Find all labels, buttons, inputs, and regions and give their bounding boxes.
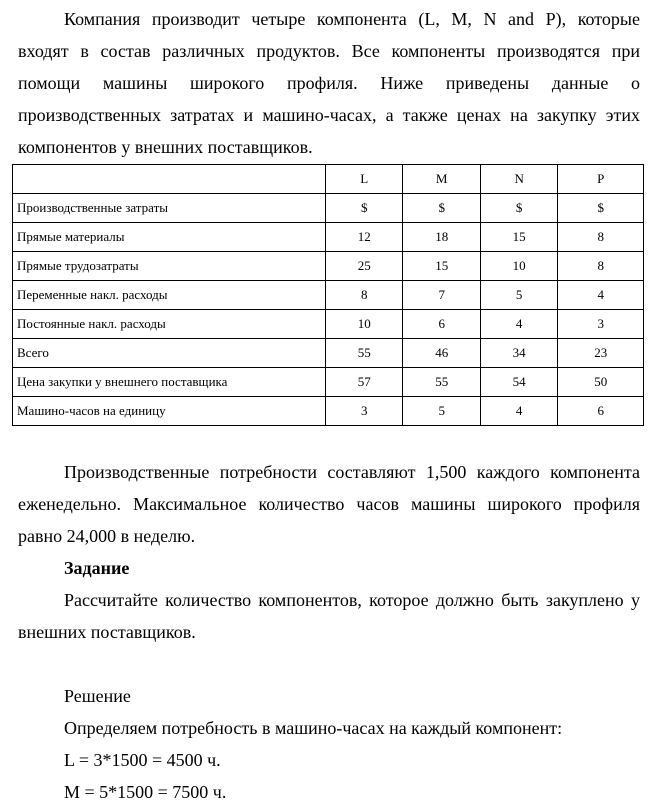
row-label: Производственные затраты [13, 194, 326, 223]
cost-table [12, 164, 644, 426]
table-header-cell [13, 165, 326, 194]
row-label: Переменные накл. расходы [13, 281, 326, 310]
table-header-cell: N [480, 165, 557, 194]
row-label: Машино-часов на единицу [13, 397, 326, 426]
table-cell: 8 [558, 252, 644, 281]
table-row [13, 281, 644, 310]
row-label: Всего [13, 339, 326, 368]
row-label: Прямые трудозатраты [13, 252, 326, 281]
table-cell: 46 [403, 339, 480, 368]
row-label: Постоянные накл. расходы [13, 310, 326, 339]
table-cell: 23 [558, 339, 644, 368]
row-label: Цена закупки у внешнего поставщика [13, 368, 326, 397]
table-cell: 5 [480, 281, 557, 310]
table-header-row [13, 165, 644, 194]
solution-intro: Определяем потребность в машино-часах на каждый компонент: [64, 718, 563, 738]
table-row [13, 339, 644, 368]
intro-line: помощи машины широкого профиля. Ниже приведены данные о [18, 73, 640, 93]
table-cell: 50 [558, 368, 644, 397]
table-header-cell: L [325, 165, 402, 194]
solution-line: M = 5*1500 = 7500 ч. [64, 782, 227, 802]
row-label: Прямые материалы [13, 223, 326, 252]
table-cell: $ [558, 194, 644, 223]
table-row [13, 252, 644, 281]
task-heading: Задание [64, 558, 130, 578]
table-cell: 10 [480, 252, 557, 281]
table-cell: 54 [480, 368, 557, 397]
table-cell: 3 [558, 310, 644, 339]
task-text: Рассчитайте количество компонентов, которое должно быть закуплено у внешних поставщиков. [18, 590, 640, 642]
task-section [18, 552, 640, 648]
table-cell: 15 [480, 223, 557, 252]
table-cell: 6 [558, 397, 644, 426]
table-row [13, 223, 644, 252]
table-cell: 7 [403, 281, 480, 310]
intro-paragraph [18, 3, 640, 163]
table-cell: $ [325, 194, 402, 223]
table-cell: 55 [403, 368, 480, 397]
table-cell: 57 [325, 368, 402, 397]
table-cell: 4 [558, 281, 644, 310]
table-cell: 25 [325, 252, 402, 281]
table-header-cell: P [558, 165, 644, 194]
table-cell: $ [403, 194, 480, 223]
intro-line: производственных затратах и машино-часах, а также ценах на закупку этих [18, 105, 640, 125]
table-row [13, 368, 644, 397]
table-row [13, 194, 644, 223]
intro-line: Компания производит четыре компонента (L, M, N and P), которые [64, 9, 640, 29]
table-cell: 10 [325, 310, 402, 339]
table-header-cell: M [403, 165, 480, 194]
intro-line: компонентов у внешних поставщиков. [18, 137, 313, 157]
solution-heading: Решение [64, 686, 131, 706]
table-cell: 3 [325, 397, 402, 426]
table-cell: 6 [403, 310, 480, 339]
requirements-paragraph: Производственные потребности составляют 1,500 каждого компонента еженедельно. Максимальное количество часов машины широкого профиля равно 24,000 в неделю. [18, 462, 640, 546]
table-cell: 55 [325, 339, 402, 368]
table-row [13, 310, 644, 339]
table-cell: 8 [325, 281, 402, 310]
table-cell: 34 [480, 339, 557, 368]
table-row [13, 397, 644, 426]
solution-section [18, 680, 640, 808]
solution-line: L = 3*1500 = 4500 ч. [64, 750, 221, 770]
table-cell: 8 [558, 223, 644, 252]
table-cell: 18 [403, 223, 480, 252]
intro-line: входят в состав различных продуктов. Все компоненты производятся при [18, 41, 640, 61]
table-cell: $ [480, 194, 557, 223]
table-cell: 12 [325, 223, 402, 252]
table-cell: 5 [403, 397, 480, 426]
table-cell: 4 [480, 397, 557, 426]
table-cell: 4 [480, 310, 557, 339]
table-cell: 15 [403, 252, 480, 281]
